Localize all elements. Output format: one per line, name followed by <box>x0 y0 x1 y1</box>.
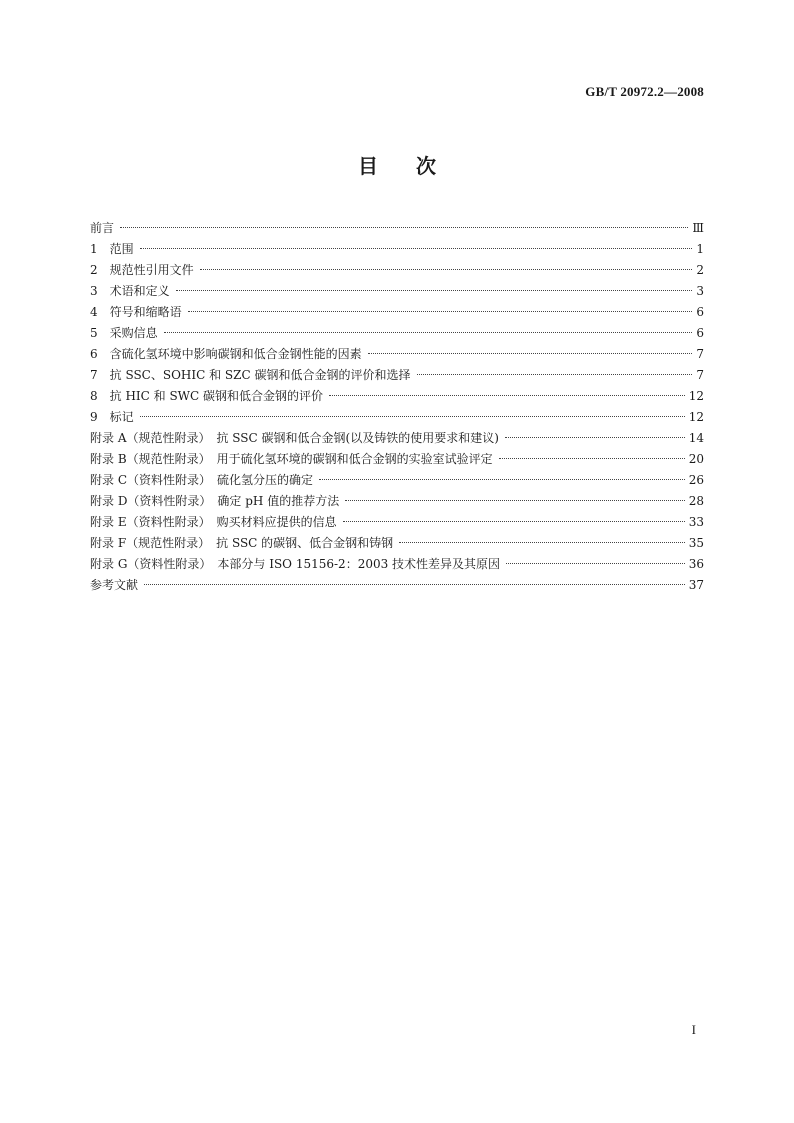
toc-dot-leader <box>399 542 685 543</box>
toc-entry-label: 8 抗 HIC 和 SWC 碳钢和低合金钢的评价 <box>90 389 324 403</box>
toc-entry-hic-evaluation[interactable] <box>90 386 704 407</box>
toc-entry-page: 26 <box>688 473 704 487</box>
toc-dot-leader <box>120 227 688 228</box>
toc-entry-page: 37 <box>688 578 704 592</box>
toc-dot-leader <box>140 248 693 249</box>
standard-number: GB/T 20972.2—2008 <box>585 84 704 99</box>
toc-entry-bibliography[interactable] <box>90 575 704 596</box>
toc-entry-normative-references[interactable] <box>90 260 704 281</box>
toc-entry-page: 2 <box>696 263 704 277</box>
toc-entry-label: 前言 <box>90 221 115 235</box>
toc-entry-page: 6 <box>696 326 704 340</box>
toc-entry-page: 33 <box>688 515 704 529</box>
toc-entry-label: 附录 E（资料性附录） 购买材料应提供的信息 <box>90 515 337 529</box>
toc-entry-symbols-abbreviations[interactable] <box>90 302 704 323</box>
toc-dot-leader <box>417 374 693 375</box>
toc-entry-label: 附录 B（规范性附录） 用于硫化氢环境的碳钢和低合金钢的实验室试验评定 <box>90 452 493 466</box>
toc-entry-label: 参考文献 <box>90 578 139 592</box>
toc-entry-page: 28 <box>688 494 704 508</box>
toc-entry-page: 12 <box>688 410 704 424</box>
toc-entry-page: 35 <box>688 536 704 550</box>
toc-entry-marking[interactable] <box>90 407 704 428</box>
toc-entry-scope[interactable] <box>90 239 704 260</box>
toc-entry-purchasing-information[interactable] <box>90 323 704 344</box>
toc-entry-label: 6 含硫化氢环境中影响碳钢和低合金钢性能的因素 <box>90 347 362 361</box>
toc-entry-label: 2 规范性引用文件 <box>90 263 194 277</box>
toc-dot-leader <box>506 563 685 564</box>
toc-entry-annex-g[interactable] <box>90 554 704 575</box>
toc-entry-label: 附录 D（资料性附录） 确定 pH 值的推荐方法 <box>90 494 340 508</box>
toc-entry-terms-definitions[interactable] <box>90 281 704 302</box>
toc-dot-leader <box>343 521 685 522</box>
toc-entry-label: 3 术语和定义 <box>90 284 170 298</box>
toc-entry-annex-a[interactable] <box>90 428 704 449</box>
toc-title: 目次 <box>358 154 474 178</box>
toc-entry-annex-c[interactable] <box>90 470 704 491</box>
toc-entry-page: 12 <box>688 389 704 403</box>
toc-entry-page: 3 <box>696 284 704 298</box>
toc-dot-leader <box>144 584 685 585</box>
toc-entry-annex-f[interactable] <box>90 533 704 554</box>
toc-dot-leader <box>188 311 693 312</box>
toc-entry-label: 7 抗 SSC、SOHIC 和 SZC 碳钢和低合金钢的评价和选择 <box>90 368 411 382</box>
toc-entry-page: 1 <box>696 242 704 256</box>
toc-entry-ssc-evaluation[interactable] <box>90 365 704 386</box>
toc-entry-foreword[interactable] <box>90 218 704 239</box>
toc-dot-leader <box>368 353 693 354</box>
toc-entry-label: 9 标记 <box>90 410 134 424</box>
toc-entry-label: 附录 F（规范性附录） 抗 SSC 的碳钢、低合金钢和铸钢 <box>90 536 394 550</box>
toc-dot-leader <box>140 416 685 417</box>
toc-entry-label: 1 范围 <box>90 242 134 256</box>
toc-dot-leader <box>505 437 685 438</box>
toc-entry-page: Ⅲ <box>692 221 704 235</box>
toc-entry-label: 4 符号和缩略语 <box>90 305 182 319</box>
toc-entry-page: 36 <box>688 557 704 571</box>
toc-dot-leader <box>200 269 693 270</box>
toc-entry-page: 20 <box>688 452 704 466</box>
toc-dot-leader <box>345 500 685 501</box>
toc-entry-annex-e[interactable] <box>90 512 704 533</box>
toc-entry-label: 5 采购信息 <box>90 326 158 340</box>
toc-dot-leader <box>176 290 693 291</box>
toc-entry-page: 7 <box>696 347 704 361</box>
toc-dot-leader <box>319 479 685 480</box>
toc-entry-page: 6 <box>696 305 704 319</box>
toc-entry-annex-d[interactable] <box>90 491 704 512</box>
toc-entry-label: 附录 A（规范性附录） 抗 SSC 碳钢和低合金钢(以及铸铁的使用要求和建议) <box>90 431 499 445</box>
toc-entry-label: 附录 C（资料性附录） 硫化氢分压的确定 <box>90 473 313 487</box>
toc-entry-page: 7 <box>696 368 704 382</box>
toc-entry-label: 附录 G（资料性附录） 本部分与 ISO 15156-2：2003 技术性差异及其原因 <box>90 557 501 571</box>
toc-entry-page: 14 <box>688 431 704 445</box>
table-of-contents <box>90 218 704 596</box>
toc-entry-factors[interactable] <box>90 344 704 365</box>
toc-dot-leader <box>499 458 685 459</box>
page-number: I <box>691 1022 696 1037</box>
toc-dot-leader <box>164 332 693 333</box>
toc-dot-leader <box>329 395 685 396</box>
toc-entry-annex-b[interactable] <box>90 449 704 470</box>
